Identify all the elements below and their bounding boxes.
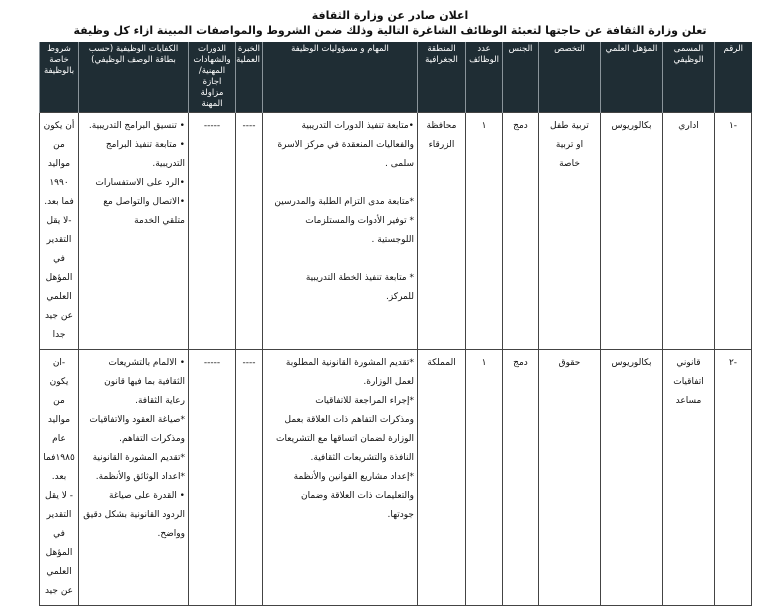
row-qualification: بكالوريوس: [601, 113, 663, 350]
competency-line: •الرد على الاستفسارات: [95, 178, 185, 188]
competency-line: *اعداد الوثائق والأنظمة.: [95, 472, 185, 482]
competency-line: الثقافية بما فيها قانون: [104, 377, 185, 387]
condition-line: مواليد عام: [47, 415, 71, 444]
row-specialization: [539, 350, 601, 606]
condition-line: مواليد ١٩٩٠: [47, 159, 71, 188]
row-conditions: [40, 350, 79, 606]
spec-line: حقوق: [558, 358, 581, 368]
header-gender: الجنس: [503, 42, 539, 113]
competency-line: *صياغة العقود والاتفاقيات: [89, 415, 185, 425]
header-count: عدد الوظائف: [466, 42, 503, 113]
condition-line: أن يكون من: [43, 121, 75, 150]
task-line: *تقديم المشورة القانونية المطلوبة: [285, 358, 414, 368]
competency-line: • القدرة على صياغة: [109, 491, 185, 501]
condition-line: بعد.: [51, 472, 67, 482]
competency-line: • الالمام بالتشريعات: [108, 358, 185, 368]
row-courses: -----: [189, 350, 236, 606]
announcement-subtitle: تعلن وزارة الثقافة عن حاجتها لتعبئة الوظائف الشاغرة التالية وذلك ضمن الشروط والمواصفات المبينة ازاء كل وظيفة: [73, 24, 707, 37]
row-gender: دمج: [503, 350, 539, 606]
condition-line: المؤهل العلمي: [45, 273, 73, 302]
row-region: [418, 350, 466, 606]
task-line: اللوجستية .: [371, 235, 414, 245]
header-number: الرقم: [715, 42, 752, 113]
task-line: •متابعة تنفيذ الدورات التدريبية: [301, 121, 414, 131]
row-job-title: [663, 113, 715, 350]
competency-line: الردود القانونية بشكل دقيق: [83, 510, 185, 520]
header-experience: الخبرة العملية: [236, 42, 263, 113]
competency-line: *تقديم المشورة القانونية: [92, 453, 185, 463]
task-line: جودتها.: [387, 510, 414, 520]
region-line: الزرقاء: [428, 140, 455, 150]
row-courses: -----: [189, 113, 236, 350]
spec-line: تربية طفل: [550, 121, 589, 131]
row-experience: ----: [236, 113, 263, 350]
row-specialization: [539, 113, 601, 350]
task-line: للمركز.: [385, 292, 414, 302]
header-competencies: الكفايات الوظيفية (حسب بطاقة الوصف الوظيفي): [79, 42, 189, 113]
condition-line: عن جيد جدا: [44, 311, 74, 340]
condition-line: التقدير في: [46, 235, 72, 264]
competency-line: رعاية الثقافة.: [135, 396, 185, 406]
competency-line: • متابعة تنفيذ البرامج: [105, 140, 185, 150]
condition-line: فما بعد.: [44, 197, 74, 207]
header-specialization: التخصص: [539, 42, 601, 113]
competency-line: ومذكرات التفاهم.: [119, 434, 185, 444]
task-line: والتعليمات ذات العلاقة وضمان: [301, 491, 414, 501]
header-region: المنطقة الجغرافية: [418, 42, 466, 113]
task-line: سلمى .: [385, 159, 414, 169]
title-line: قانوني: [676, 358, 701, 368]
task-line: النافذة والتشريعات الثقافية.: [310, 453, 414, 463]
task-line: *إجراء المراجعة للاتفاقيات: [315, 396, 414, 406]
condition-line: عن جيد: [44, 586, 74, 596]
title-line: مساعد: [675, 396, 702, 406]
competency-line: • تنسيق البرامج التدريبية.: [88, 121, 185, 131]
jobs-table: [39, 42, 752, 606]
condition-line: المؤهل العلمي: [45, 548, 73, 577]
competency-line: التدريبية.: [152, 159, 185, 169]
row-tasks: [263, 350, 418, 606]
task-line: الوزارة لضمان اتساقها مع التشريعات: [276, 434, 414, 444]
row-tasks: [263, 113, 418, 350]
header-tasks: المهام و مسؤوليات الوظيفة: [263, 42, 418, 113]
row-competencies: [79, 113, 189, 350]
competency-line: وواضح.: [157, 529, 185, 539]
title-line: اداري: [678, 121, 699, 131]
condition-line: -ان يكون من: [49, 358, 69, 406]
table-row: [40, 350, 752, 606]
task-line: ومذكرات التفاهم ذات العلاقة بعمل: [284, 415, 414, 425]
row-conditions: [40, 113, 79, 350]
competency-line: •الاتصال والتواصل مع: [103, 197, 185, 207]
region-line: محافظة: [426, 121, 457, 131]
row-count: ١: [466, 350, 503, 606]
task-line: *إعداد مشاريع القوانين والأنظمة: [293, 472, 414, 482]
row-competencies: [79, 350, 189, 606]
header-qualification: المؤهل العلمي: [601, 42, 663, 113]
row-experience: ----: [236, 350, 263, 606]
spec-line: او تربية: [555, 140, 584, 150]
announcement-title: اعلان صادر عن وزارة الثقافة: [311, 9, 469, 22]
condition-line: -لا يقل: [46, 216, 72, 226]
row-gender: دمج: [503, 113, 539, 350]
row-region: [418, 113, 466, 350]
competency-line: متلقي الخدمة: [134, 216, 185, 226]
region-line: المملكة: [427, 358, 456, 368]
task-line: *متابعة مدى التزام الطلبة والمدرسين: [274, 197, 414, 207]
task-line: [266, 174, 414, 193]
task-line: * متابعة تنفيذ الخطة التدريبية: [305, 273, 414, 283]
row-qualification: بكالوريوس: [601, 350, 663, 606]
row-number: -١: [715, 113, 752, 350]
row-number: -٢: [715, 350, 752, 606]
task-line: [266, 250, 414, 269]
header-courses: الدورات والشهادات المهنية/اجازة مزاولة المهنة: [189, 42, 236, 113]
spec-line: خاصة: [559, 159, 580, 169]
condition-line: التقدير في: [46, 510, 72, 539]
table-header-row: [40, 42, 752, 113]
header-conditions: شروط خاصة بالوظيفة: [40, 42, 79, 113]
condition-line: - لا يقل: [45, 491, 73, 501]
table-row: [40, 113, 752, 350]
task-line: * توفير الأدوات والمستلزمات: [305, 216, 414, 226]
header-job-title: المسمى الوظيفي: [663, 42, 715, 113]
task-line: لعمل الوزارة.: [363, 377, 414, 387]
condition-line: ١٩٨٥فما: [43, 453, 75, 463]
row-count: ١: [466, 113, 503, 350]
row-job-title: [663, 350, 715, 606]
task-line: والفعاليات المنعقدة في مركز الاسرة: [277, 140, 414, 150]
title-line: اتفاقيات: [673, 377, 704, 387]
